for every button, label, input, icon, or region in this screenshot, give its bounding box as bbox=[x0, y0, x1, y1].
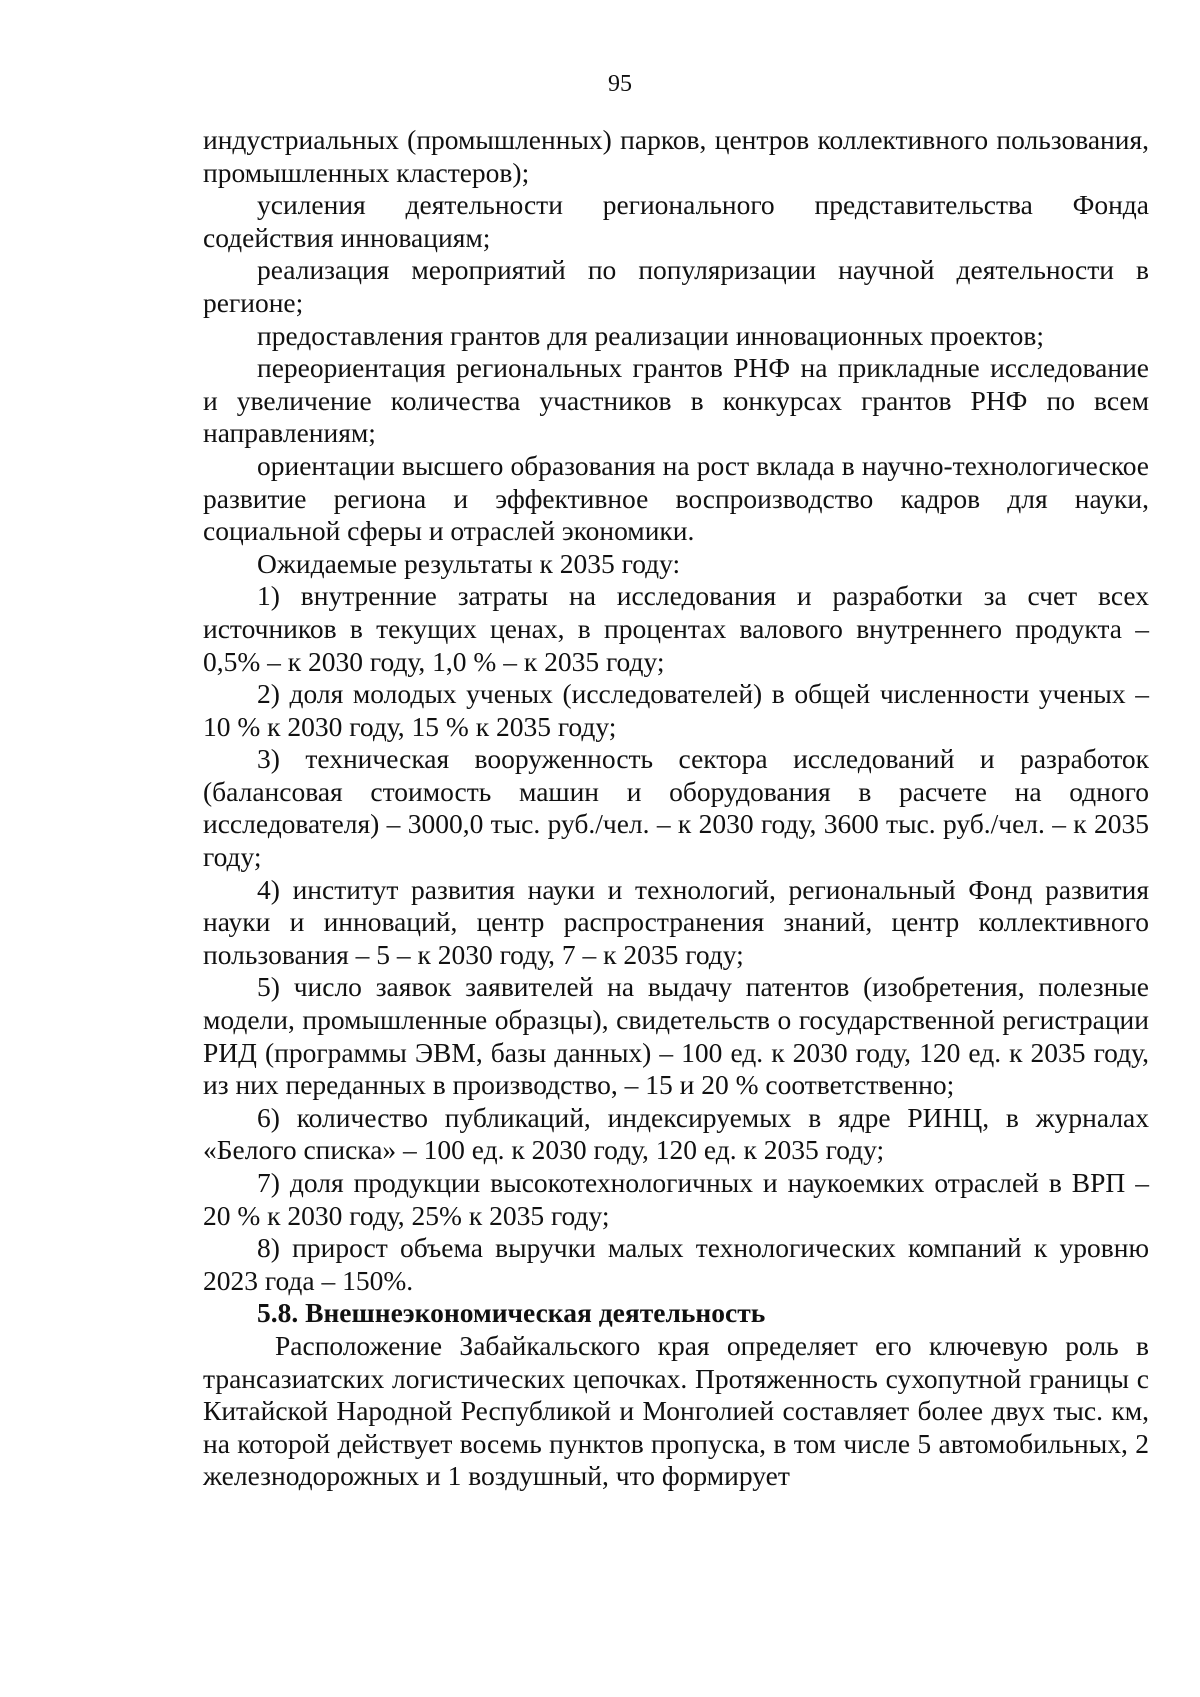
list-item-6: 6) количество публикаций, индексируемых в ядре РИНЦ, в журналах «Белого списка» – 100 ед. к 2030 году, 120 ед. к 2035 году; bbox=[203, 1101, 1149, 1166]
paragraph-grants: предоставления грантов для реализации инновационных проектов; bbox=[257, 319, 1044, 351]
page-number: 95 bbox=[608, 71, 632, 97]
paragraph-rnf-grants: переориентация региональных грантов РНФ на прикладные исследование и увеличение количества участников в конкурсах грантов РНФ по всем направлениям; bbox=[203, 352, 1149, 449]
list-item-3: 3) техническая вооруженность сектора исследований и разработок (балансовая стоимость машин и оборудования в расчете на одного исследователя) – 3000,0 тыс. руб./чел. – к 2030 году, 3600 тыс. руб./чел. – к 2035 году; bbox=[203, 743, 1149, 873]
list-item-4: 4) институт развития науки и технологий, региональный Фонд развития науки и инноваций, центр распространения знаний, центр коллективного пользования – 5 – к 2030 году, 7 – к 2035 году; bbox=[203, 873, 1149, 970]
list-item-1: 1) внутренние затраты на исследования и разработки за счет всех источников в текущих ценах, в процентах валового внутреннего продукта – 0,5% – к 2030 году, 1,0 % – к 2035 году; bbox=[203, 580, 1149, 677]
paragraph-expected-results: Ожидаемые результаты к 2035 году: bbox=[257, 547, 681, 579]
paragraph-higher-education: ориентации высшего образования на рост вклада в научно-технологическое развитие региона и эффективное воспроизводство кадров для науки, социальной сферы и отраслей экономики. bbox=[203, 449, 1149, 547]
document-body bbox=[203, 124, 1149, 1493]
list-item-5: 5) число заявок заявителей на выдачу патентов (изобретения, полезные модели, промышленные образцы), свидетельств о государственной регистрации РИД (программы ЭВМ, базы данных) – 100 ед. к 2030 году, 120 ед. к 2035 году, из них переданных в производство, – 15 и 20 % соответственно; bbox=[203, 971, 1149, 1101]
list-item-2: 2) доля молодых ученых (исследователей) в общей численности ученых – 10 % к 2030 году, 15 % к 2035 году; bbox=[203, 678, 1149, 742]
paragraph-science-popularization: реализация мероприятий по популяризации научной деятельности в регионе; bbox=[203, 254, 1149, 318]
list-item-8: 8) прирост объема выручки малых технологических компаний к уровню 2023 года – 150%. bbox=[203, 1232, 1149, 1296]
paragraph-parks: индустриальных (промышленных) парков, центров коллективного пользования, промышленных кластеров); bbox=[203, 124, 1149, 188]
section-heading: 5.8. Внешнеэкономическая деятельность bbox=[257, 1297, 766, 1329]
paragraph-location: Расположение Забайкальского края определяет его ключевую роль в трансазиатских логистических цепочках. Протяженность сухопутной границы с Китайской Народной Республикой и Монголией составляет более двух тыс. км, на которой действует восемь пунктов пропуска, в том числе 5 автомобильных, 2 железнодорожных и 1 воздушный, что формирует bbox=[203, 1329, 1149, 1492]
paragraph-innovation-fund: усиления деятельности регионального представительства Фонда содействия инновациям; bbox=[203, 189, 1149, 253]
list-item-7: 7) доля продукции высокотехнологичных и наукоемких отраслей в ВРП – 20 % к 2030 году, 25% к 2035 году; bbox=[203, 1167, 1149, 1231]
